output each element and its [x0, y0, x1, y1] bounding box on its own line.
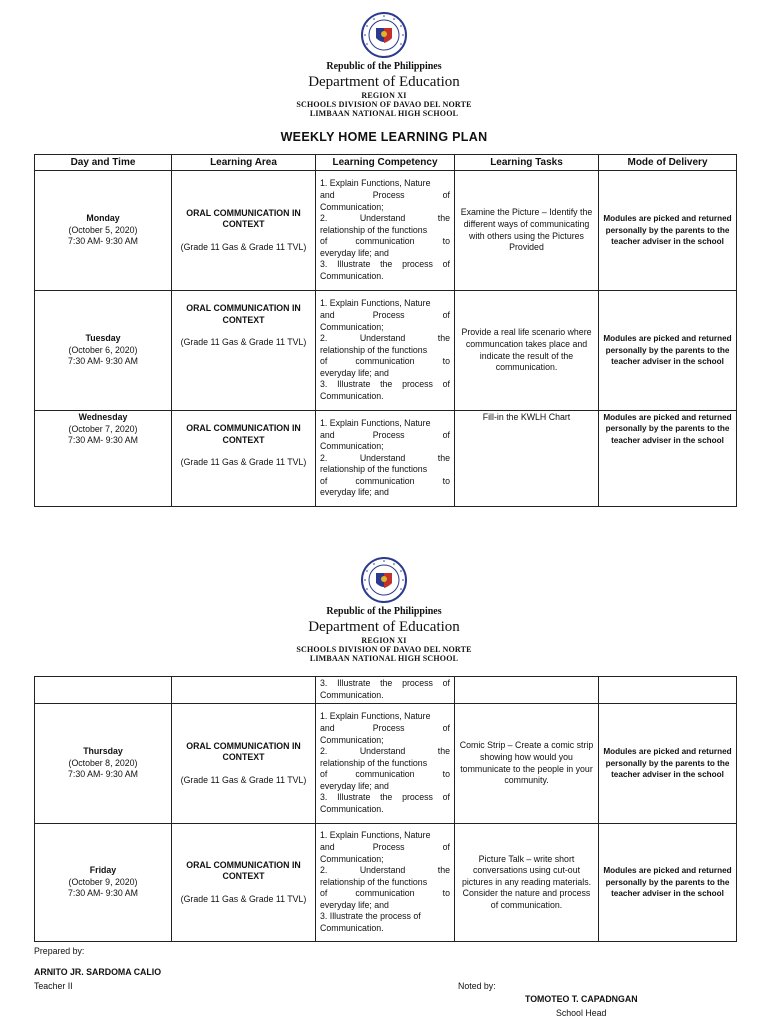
day-time: 7:30 AM- 9:30 AM	[68, 888, 138, 899]
competency-line: and Process of	[320, 309, 450, 320]
competency-line: of communication to	[320, 769, 450, 780]
competency-cell	[316, 291, 455, 411]
day-time: 7:30 AM- 9:30 AM	[68, 356, 138, 367]
area-title: ORAL COMMUNICATION IN CONTEXT	[186, 740, 301, 763]
prepared-by-name: ARNITO JR. SARDOMA CALIO	[34, 967, 162, 977]
noted-by-name: TOMOTEO T. CAPADNGAN	[525, 994, 638, 1004]
competency-line: everyday life; and	[320, 367, 389, 378]
region-line: REGION XI	[361, 91, 407, 100]
mode-cell: Modules are picked and returned personally by the parents to the teacher adviser in the school	[599, 291, 737, 411]
area-cell	[172, 824, 316, 942]
competency-line: and Process of	[320, 722, 450, 733]
task-cell: Examine the Picture – Identify the different ways of communicating with others using the Pictures Provided	[455, 171, 599, 291]
competency-line: 3. Illustrate the process of	[320, 678, 450, 689]
competency-line: Communication.	[320, 391, 384, 402]
table-row	[35, 677, 737, 704]
competency-line: Communication.	[320, 804, 384, 815]
competency-line: 2. Understand the	[320, 213, 450, 224]
area-title: ORAL COMMUNICATION IN CONTEXT	[186, 423, 301, 445]
day-name: Tuesday	[85, 333, 121, 344]
day-name: Monday	[86, 213, 120, 224]
competency-line: 2. Understand the	[320, 333, 450, 344]
day-time: 7:30 AM- 9:30 AM	[68, 435, 138, 446]
prepared-by-role: Teacher II	[34, 981, 73, 991]
noted-by-label: Noted by:	[458, 981, 496, 991]
header-day-time: Day and Time	[35, 155, 172, 171]
task-cell: Picture Talk – write short conversations using cut-out pictures in any reading materials. Consider the nature and process of communication.	[455, 824, 599, 942]
table-row	[35, 291, 737, 411]
day-date: (October 6, 2020)	[68, 344, 138, 355]
day-cell	[35, 704, 172, 824]
day-time: 7:30 AM- 9:30 AM	[68, 769, 138, 780]
day-time: 7:30 AM- 9:30 AM	[68, 236, 138, 247]
division-line: SCHOOLS DIVISION OF DAVAO DEL NORTE	[296, 645, 472, 654]
day-date: (October 7, 2020)	[68, 423, 138, 434]
day-date: (October 5, 2020)	[68, 224, 138, 235]
table-row	[35, 171, 737, 291]
header-mode-delivery: Mode of Delivery	[599, 155, 737, 171]
day-name: Wednesday	[78, 412, 128, 422]
day-name: Friday	[89, 865, 117, 876]
competency-line: 3. Illustrate the process of	[320, 911, 421, 922]
day-name: Thursday	[83, 746, 123, 757]
competency-line: 3. Illustrate the process of	[320, 792, 450, 803]
task-cell: Provide a real life scenario where communcation takes place and indicate the result of the communication.	[455, 291, 599, 411]
header-learning-area: Learning Area	[172, 155, 316, 171]
competency-line: 1. Explain Functions, Nature	[320, 178, 431, 189]
area-grade: (Grade 11 Gas & Grade 11 TVL)	[180, 774, 307, 785]
day-cell	[35, 171, 172, 291]
competency-line: 3. Illustrate the process of	[320, 259, 450, 270]
competency-cell	[316, 677, 455, 704]
area-cell	[172, 171, 316, 291]
learning-plan-table-2	[34, 676, 737, 942]
competency-line: everyday life; and	[320, 780, 389, 791]
area-title: ORAL COMMUNICATION IN CONTEXT	[186, 859, 301, 882]
competency-line: and Process of	[320, 189, 450, 200]
competency-line: Communication;	[320, 853, 384, 864]
prepared-by-label: Prepared by:	[34, 946, 85, 956]
division-line: SCHOOLS DIVISION OF DAVAO DEL NORTE	[296, 100, 472, 109]
competency-line: 3. Illustrate the process of	[320, 379, 450, 390]
task-cell: Fill-in the KWLH Chart	[455, 411, 599, 507]
day-cell	[35, 677, 172, 704]
table-row	[35, 411, 737, 507]
school-line: LIMBAAN NATIONAL HIGH SCHOOL	[309, 109, 459, 118]
department-title: Department of Education	[308, 74, 460, 90]
competency-line: Communication;	[320, 201, 384, 212]
republic-line: Republic of the Philippines	[326, 606, 442, 617]
area-grade: (Grade 11 Gas & Grade 11 TVL)	[180, 893, 307, 904]
area-cell	[172, 291, 316, 411]
mode-cell: Modules are picked and returned personally by the parents to the teacher adviser in the school	[599, 824, 737, 942]
competency-line: relationship of the functions	[320, 757, 428, 768]
competency-line: of communication to	[320, 356, 450, 367]
region-line: REGION XI	[361, 636, 407, 645]
plan-title: WEEKLY HOME LEARNING PLAN	[280, 130, 488, 144]
competency-cell	[316, 171, 455, 291]
area-cell	[172, 704, 316, 824]
competency-cell	[316, 824, 455, 942]
competency-cell	[316, 704, 455, 824]
page1-header	[0, 12, 768, 144]
learning-plan-table-1	[34, 154, 737, 507]
competency-line: 1. Explain Functions, Nature	[320, 830, 431, 841]
competency-line: 2. Understand the	[320, 746, 450, 757]
noted-by-role: School Head	[556, 1008, 607, 1018]
header-learning-competency: Learning Competency	[316, 155, 455, 171]
table-row	[35, 704, 737, 824]
competency-line: 1. Explain Functions, Nature	[320, 298, 431, 309]
task-cell: Comic Strip – Create a comic strip showing how would you tommunicate to the people in your community.	[455, 704, 599, 824]
area-cell	[172, 411, 316, 507]
republic-line: Republic of the Philippines	[326, 61, 442, 72]
competency-line: relationship of the functions	[320, 224, 428, 235]
competency-line: Communication.	[320, 690, 384, 700]
competency-line: Communication;	[320, 441, 384, 452]
area-grade: (Grade 11 Gas & Grade 11 TVL)	[180, 337, 307, 348]
competency-line: relationship of the functions	[320, 344, 428, 355]
table-row	[35, 824, 737, 942]
competency-line: 2. Understand the	[320, 865, 450, 876]
mode-cell: Modules are picked and returned personally by the parents to the teacher adviser in the school	[599, 704, 737, 824]
competency-line: Communication.	[320, 271, 384, 282]
competency-line: everyday life; and	[320, 247, 389, 258]
task-cell	[455, 677, 599, 704]
competency-line: 1. Explain Functions, Nature	[320, 417, 431, 428]
department-title: Department of Education	[308, 619, 460, 635]
school-line: LIMBAAN NATIONAL HIGH SCHOOL	[309, 654, 459, 663]
day-cell	[35, 291, 172, 411]
area-title: ORAL COMMUNICATION IN CONTEXT	[186, 207, 301, 230]
table-header-row	[35, 155, 737, 171]
mode-cell	[599, 677, 737, 704]
deped-seal-icon	[361, 557, 407, 603]
day-cell	[35, 824, 172, 942]
competency-line: everyday life; and	[320, 899, 389, 910]
page2-header	[0, 557, 768, 663]
competency-line: Communication;	[320, 321, 384, 332]
competency-line: relationship of the functions	[320, 464, 428, 475]
deped-seal-icon	[361, 12, 407, 58]
competency-line: of communication to	[320, 475, 450, 486]
competency-line: Communication.	[320, 923, 384, 934]
competency-line: 2. Understand the	[320, 452, 450, 463]
mode-cell: Modules are picked and returned personally by the parents to the teacher adviser in the school	[599, 171, 737, 291]
area-grade: (Grade 11 Gas & Grade 11 TVL)	[180, 241, 307, 252]
competency-line: of communication to	[320, 236, 450, 247]
day-cell	[35, 411, 172, 507]
competency-cell	[316, 411, 455, 507]
area-cell	[172, 677, 316, 704]
header-learning-tasks: Learning Tasks	[455, 155, 599, 171]
competency-line: 1. Explain Functions, Nature	[320, 711, 431, 722]
competency-line: relationship of the functions	[320, 876, 428, 887]
competency-line: Communication;	[320, 734, 384, 745]
area-title: ORAL COMMUNICATION IN CONTEXT	[186, 303, 301, 325]
mode-cell: Modules are picked and returned personally by the parents to the teacher adviser in the school	[599, 411, 737, 507]
competency-line: and Process of	[320, 429, 450, 440]
competency-line: of communication to	[320, 888, 450, 899]
day-date: (October 8, 2020)	[68, 757, 138, 768]
competency-line: everyday life; and	[320, 487, 389, 498]
area-grade: (Grade 11 Gas & Grade 11 TVL)	[180, 457, 307, 468]
competency-line: and Process of	[320, 841, 450, 852]
day-date: (October 9, 2020)	[68, 876, 138, 887]
